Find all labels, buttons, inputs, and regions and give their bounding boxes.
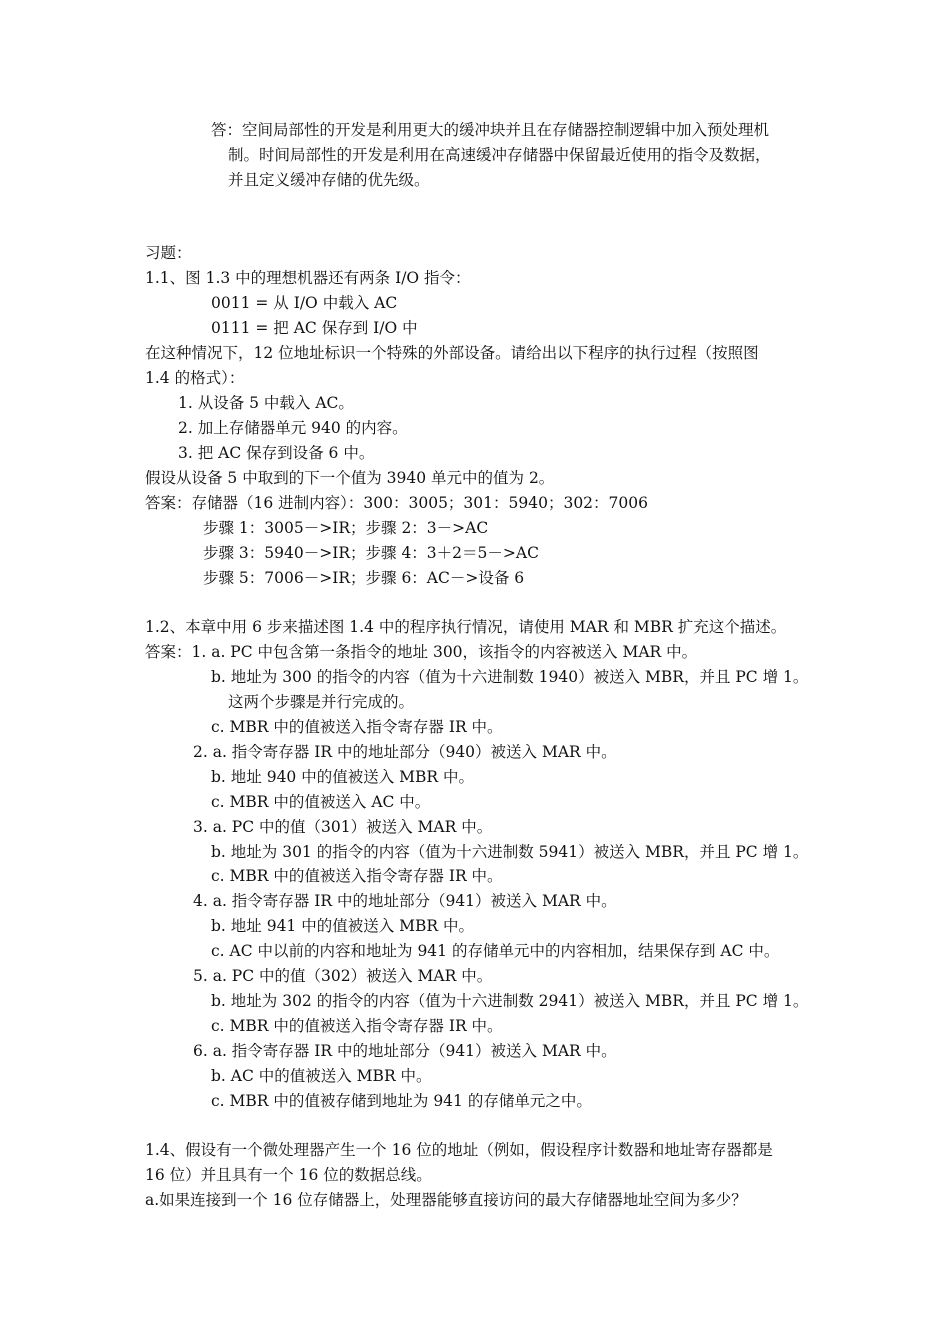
q1-2-line: b. 地址 941 中的值被送入 MBR 中。	[211, 917, 475, 935]
q1-2-line: 5. a. PC 中的值（302）被送入 MAR 中。	[193, 967, 493, 985]
q1-2-line: b. 地址为 302 的指令的内容（值为十六进制数 2941）被送入 MBR，并且 PC 增 1。	[211, 992, 809, 1010]
q1-2-line: b. 地址为 300 的指令的内容（值为十六进制数 1940）被送入 MBR，并且 PC 增 1。	[211, 668, 809, 686]
q1-2-line: 答案：1. a. PC 中包含第一条指令的地址 300，该指令的内容被送入 MAR 中。	[145, 643, 698, 661]
q1-1-desc-1: 在这种情况下，12 位地址标识一个特殊的外部设备。请给出以下程序的执行过程（按照图	[145, 344, 759, 362]
q1-2-line: c. MBR 中的值被送入指令寄存器 IR 中。	[211, 718, 503, 736]
exercises-heading: 习题：	[145, 244, 192, 262]
q1-1-answer-step-2: 步骤 3：5940－>IR；步骤 4：3＋2＝5－>AC	[203, 544, 539, 562]
q1-1-instr-2: 0111 = 把 AC 保存到 I/O 中	[211, 319, 418, 337]
intro-answer-line-1: 答：空间局部性的开发是利用更大的缓冲块并且在存储器控制逻辑中加入预处理机	[211, 121, 770, 139]
q1-1-step-2: 2. 加上存储器单元 940 的内容。	[178, 419, 408, 437]
q1-2-line: 3. a. PC 中的值（301）被送入 MAR 中。	[193, 818, 493, 836]
intro-answer-line-2: 制。时间局部性的开发是利用在高速缓冲存储器中保留最近使用的指令及数据，	[228, 146, 771, 164]
q1-2-line: c. MBR 中的值被送入 AC 中。	[211, 793, 431, 811]
q1-4-line-3: a.如果连接到一个 16 位存储器上，处理器能够直接访问的最大存储器地址空间为多少？	[145, 1191, 747, 1209]
q1-1-prompt: 1.1、图 1.3 中的理想机器还有两条 I/O 指令：	[145, 269, 471, 287]
q1-2-line: c. MBR 中的值被送入指令寄存器 IR 中。	[211, 1017, 503, 1035]
q1-2-line: 4. a. 指令寄存器 IR 中的地址部分（941）被送入 MAR 中。	[193, 892, 617, 910]
q1-4-line-1: 1.4、假设有一个微处理器产生一个 16 位的地址（例如，假设程序计数器和地址寄存器都是	[145, 1141, 773, 1159]
q1-1-assume: 假设从设备 5 中取到的下一个值为 3940 单元中的值为 2。	[145, 469, 555, 487]
q1-2-line: 2. a. 指令寄存器 IR 中的地址部分（940）被送入 MAR 中。	[193, 743, 617, 761]
q1-1-step-3: 3. 把 AC 保存到设备 6 中。	[178, 444, 375, 462]
q1-2-line: b. 地址为 301 的指令的内容（值为十六进制数 5941）被送入 MBR，并且 PC 增 1。	[211, 843, 809, 861]
q1-4-line-2: 16 位）并且具有一个 16 位的数据总线。	[145, 1166, 432, 1184]
q1-2-line: 6. a. 指令寄存器 IR 中的地址部分（941）被送入 MAR 中。	[193, 1042, 617, 1060]
q1-2-line: b. AC 中的值被送入 MBR 中。	[211, 1067, 432, 1085]
q1-1-step-1: 1. 从设备 5 中载入 AC。	[178, 394, 354, 412]
q1-1-answer-step-1: 步骤 1：3005－>IR；步骤 2：3－>AC	[203, 519, 489, 537]
q1-1-instr-1: 0011 = 从 I/O 中载入 AC	[211, 294, 398, 312]
q1-2-line: c. MBR 中的值被存储到地址为 941 的存储单元之中。	[211, 1092, 592, 1110]
q1-1-desc-2: 1.4 的格式）：	[145, 369, 245, 387]
q1-2-line: b. 地址 940 中的值被送入 MBR 中。	[211, 768, 475, 786]
q1-2-line: 这两个步骤是并行完成的。	[228, 693, 415, 711]
q1-1-answer-step-3: 步骤 5：7006－>IR；步骤 6：AC－>设备 6	[203, 569, 525, 587]
q1-2-line: c. MBR 中的值被送入指令寄存器 IR 中。	[211, 867, 503, 885]
intro-answer-line-3: 并且定义缓冲存储的优先级。	[228, 171, 430, 189]
q1-1-answer: 答案：存储器（16 进制内容）：300：3005；301：5940；302：7006	[145, 494, 648, 512]
q1-2-line: c. AC 中以前的内容和地址为 941 的存储单元中的内容相加，结果保存到 AC 中。	[211, 942, 780, 960]
q1-2-prompt: 1.2、本章中用 6 步来描述图 1.4 中的程序执行情况，请使用 MAR 和 MBR 扩充这个描述。	[145, 618, 787, 636]
